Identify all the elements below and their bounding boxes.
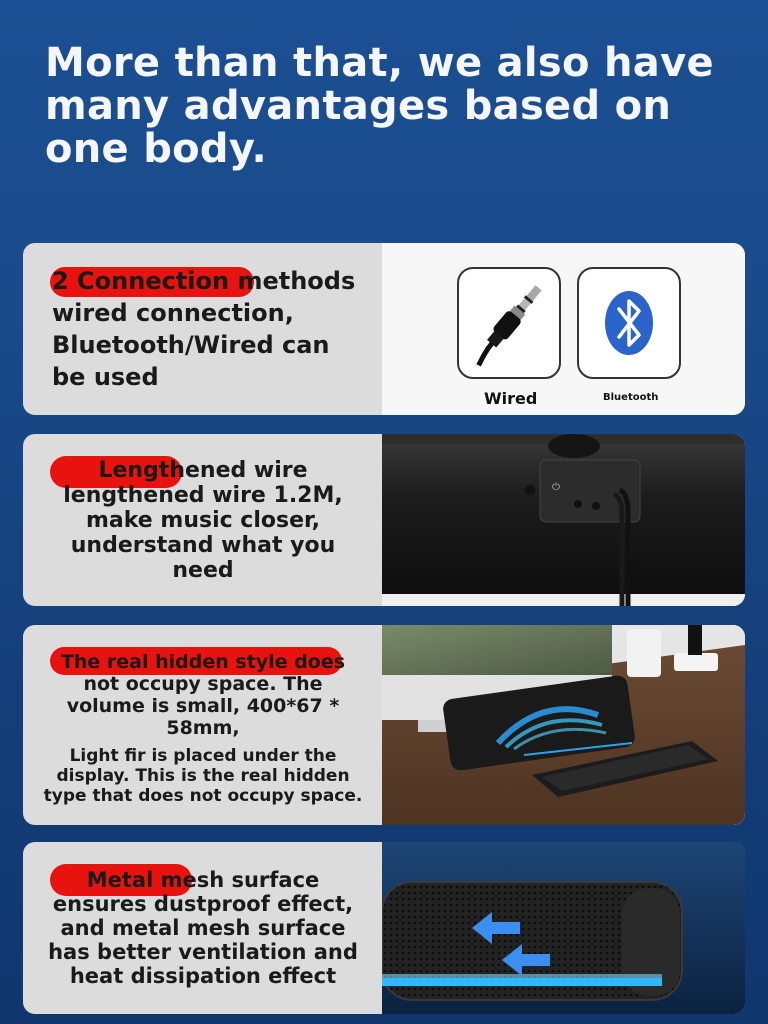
page-heading bbox=[45, 42, 735, 171]
feature-text bbox=[23, 243, 383, 415]
feature-line: Bluetooth/Wired can bbox=[52, 331, 330, 359]
feature-text bbox=[23, 625, 383, 825]
desk-scene-image bbox=[382, 625, 745, 825]
audio-jack-icon bbox=[459, 269, 559, 377]
bluetooth-icon-box bbox=[577, 267, 681, 379]
feature-subline: type that does not occupy space. bbox=[43, 786, 363, 806]
feature-line: ensures dustproof effect, bbox=[52, 892, 354, 916]
feature-line: make music closer, bbox=[86, 508, 320, 533]
heading-line-1: More than that, we also have bbox=[45, 40, 714, 86]
feature-line: 58mm, bbox=[166, 717, 240, 739]
feature-card-connection bbox=[23, 243, 745, 415]
feature-line: and metal mesh surface bbox=[60, 916, 346, 940]
feature-card-wire bbox=[23, 434, 745, 606]
feature-subline: Light fir is placed under the bbox=[69, 746, 337, 766]
feature-line: volume is small, 400*67 * bbox=[66, 695, 340, 717]
svg-text:⏻: ⏻ bbox=[552, 482, 560, 493]
feature-title: Lengthened wire bbox=[98, 458, 308, 483]
feature-line: understand what you bbox=[70, 533, 336, 558]
feature-subline: display. This is the real hidden bbox=[56, 766, 350, 786]
feature-card-metal-mesh bbox=[23, 842, 745, 1014]
feature-title bbox=[52, 265, 355, 297]
feature-text bbox=[23, 434, 383, 606]
feature-text bbox=[23, 842, 383, 1014]
bluetooth-label: Bluetooth bbox=[603, 392, 659, 403]
feature-title: The real hidden style does bbox=[60, 651, 346, 673]
feature-line: has better ventilation and bbox=[48, 940, 358, 964]
feature-title-text: 2 Connection methods bbox=[52, 267, 356, 295]
feature-line: not occupy space. The bbox=[83, 673, 323, 695]
speaker-wire-photo bbox=[382, 434, 745, 606]
feature-card-hidden-style bbox=[23, 625, 745, 825]
wired-label: Wired bbox=[484, 389, 538, 408]
heading-line-2: many advantages based on bbox=[45, 83, 672, 129]
feature-line: heat dissipation effect bbox=[69, 964, 337, 988]
speaker-back-image bbox=[382, 434, 745, 606]
feature-line: need bbox=[172, 558, 234, 583]
feature-title: Metal mesh surface bbox=[86, 868, 320, 892]
feature-line: wired connection, bbox=[52, 299, 294, 327]
speaker-mesh-photo bbox=[382, 842, 745, 1014]
wired-icon-box bbox=[457, 267, 561, 379]
heading-line-3: one body. bbox=[45, 126, 268, 172]
connection-illustration bbox=[382, 243, 745, 415]
feature-line: be used bbox=[52, 363, 159, 391]
bluetooth-icon bbox=[579, 269, 679, 377]
speaker-mesh-image bbox=[382, 842, 745, 1014]
feature-line: lengthened wire 1.2M, bbox=[63, 483, 343, 508]
desk-setup-photo bbox=[382, 625, 745, 825]
